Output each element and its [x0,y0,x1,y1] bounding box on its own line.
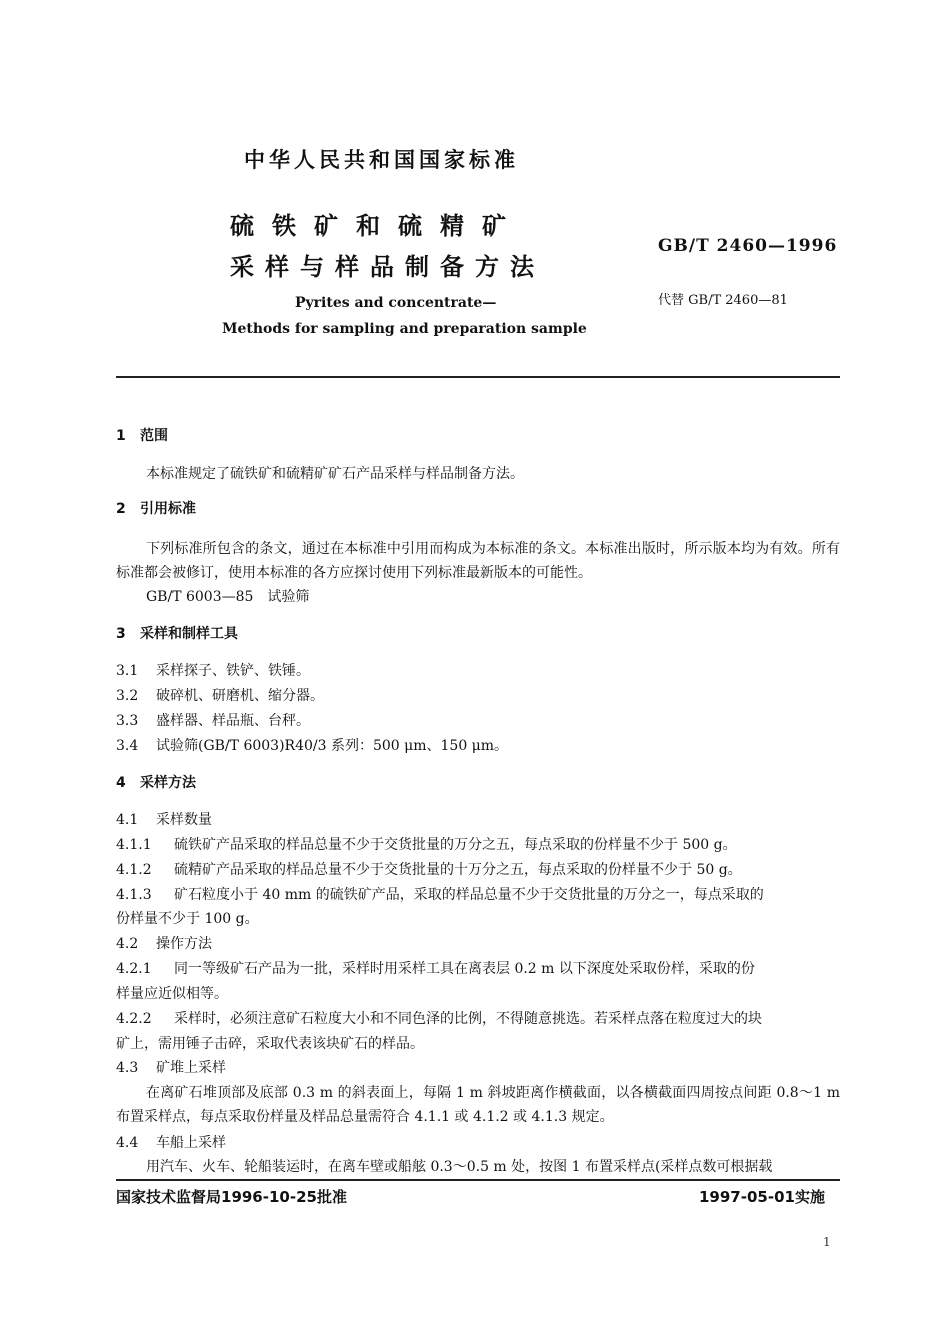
item-number: 4.3 [116,1060,139,1076]
section-title: 范围 [140,428,168,444]
clause-text: 矿石粒度小于 40 mm 的硫铁矿产品，采取的样品总量不少于交货批量的万分之一，每点采取的 [174,887,764,903]
subsection-4-4-heading [116,1131,226,1155]
footer-rule [116,1179,840,1181]
section-2-paragraph: 下列标准所包含的条文，通过在本标准中引用而构成为本标准的条文。本标准出版时，所示版本均为有效。所有标准都会被修订，使用本标准的各方应探讨使用下列标准最新版本的可能性。 [116,541,840,581]
item-number: 3.2 [116,688,139,704]
item-number: 3.4 [116,738,139,754]
english-title-line-2: Methods for sampling and preparation sample [222,321,587,337]
subsection-4-2-heading [116,932,212,956]
referenced-standard: GB/T 6003—85 试验筛 [146,589,310,605]
clause-4-2-1-continued: 样量应近似相等。 [116,986,228,1002]
item-number: 3.1 [116,663,139,679]
item-text: 采样探子、铁铲、铁锤。 [156,663,310,679]
standard-code: GB/T 2460—1996 [658,236,838,256]
section-4-heading [116,772,196,792]
clause-text: 硫铁矿产品采取的样品总量不少于交货批量的万分之五，每点采取的份样量不少于 500 g。 [174,837,737,853]
item-text: 试验筛(GB/T 6003)R40/3 系列：500 μm、150 μm。 [156,738,509,754]
clause-4-1-3-continued: 份样量不少于 100 g。 [116,911,259,927]
section-title: 引用标准 [140,501,196,517]
section-title: 采样和制样工具 [140,626,238,642]
clause-text: 硫精矿产品采取的样品总量不少于交货批量的十万分之五，每点采取的份样量不少于 50 g。 [174,862,742,878]
title-line-1: 硫铁矿和硫精矿 [230,212,524,240]
item-number: 4.1.2 [116,862,152,878]
section-2-heading [116,498,196,518]
english-title-line-1: Pyrites and concentrate— [295,295,497,311]
section-number: 4 [116,775,126,791]
subsection-title: 车船上采样 [156,1135,226,1151]
effective-date: 1997-05-01实施 [699,1188,825,1206]
subsection-4-3-heading [116,1056,226,1080]
clause-4-1-1 [116,833,737,857]
clause-4-2-1 [116,957,755,981]
item-number: 4.4 [116,1135,139,1151]
tool-item [116,734,508,758]
clause-4-2-2 [116,1007,762,1031]
tool-item [116,684,324,708]
item-number: 4.1 [116,812,139,828]
subsection-title: 操作方法 [156,936,212,952]
clause-4-2-2-continued: 矿上，需用锤子击碎，采取代表该块矿石的样品。 [116,1036,424,1052]
subsection-4-4-paragraph: 用汽车、火车、轮船装运时，在离车壁或船舷 0.3～0.5 m 处，按图 1 布置采样点(采样点数可根据载 [146,1159,773,1175]
section-number: 2 [116,501,126,517]
subsection-title: 采样数量 [156,812,212,828]
section-number: 3 [116,626,126,642]
page-number: 1 [823,1235,831,1249]
item-number: 4.1.3 [116,887,152,903]
section-3-heading [116,623,238,643]
item-number: 3.3 [116,713,139,729]
item-text: 破碎机、研磨机、缩分器。 [156,688,324,704]
tool-item [116,709,310,733]
subsection-4-3-paragraph: 在离矿石堆顶部及底部 0.3 m 的斜表面上，每隔 1 m 斜坡距离作横截面，以各横截面四周按点间距 0.8～1 m 布置采样点，每点采取份样量及样品总量需符合 4.1.1 或 4.1.2 或 4.1.3 规定。 [116,1085,840,1125]
item-number: 4.2.1 [116,961,152,977]
item-number: 4.1.1 [116,837,152,853]
item-number: 4.2.2 [116,1011,152,1027]
subsection-4-1-heading [116,808,212,832]
replaces-note: 代替 GB/T 2460—81 [658,293,788,308]
section-1-heading [116,425,168,445]
clause-4-1-3 [116,883,764,907]
tool-item [116,659,310,683]
item-text: 盛样器、样品瓶、台秤。 [156,713,310,729]
section-title: 采样方法 [140,775,196,791]
header-rule [116,376,840,378]
subsection-title: 矿堆上采样 [156,1060,226,1076]
clause-text: 采样时，必须注意矿石粒度大小和不同色泽的比例，不得随意挑选。若采样点落在粒度过大的块 [174,1011,762,1027]
section-1-paragraph: 本标准规定了硫铁矿和硫精矿矿石产品采样与样品制备方法。 [146,466,524,482]
item-number: 4.2 [116,936,139,952]
clause-text: 同一等级矿石产品为一批，采样时用采样工具在离表层 0.2 m 以下深度处采取份样，采取的份 [174,961,755,977]
approval-note: 国家技术监督局1996-10-25批准 [116,1188,347,1206]
title-line-2: 采样与样品制备方法 [230,253,545,281]
clause-4-1-2 [116,858,742,882]
section-number: 1 [116,428,126,444]
national-standard-heading: 中华人民共和国国家标准 [244,148,519,172]
